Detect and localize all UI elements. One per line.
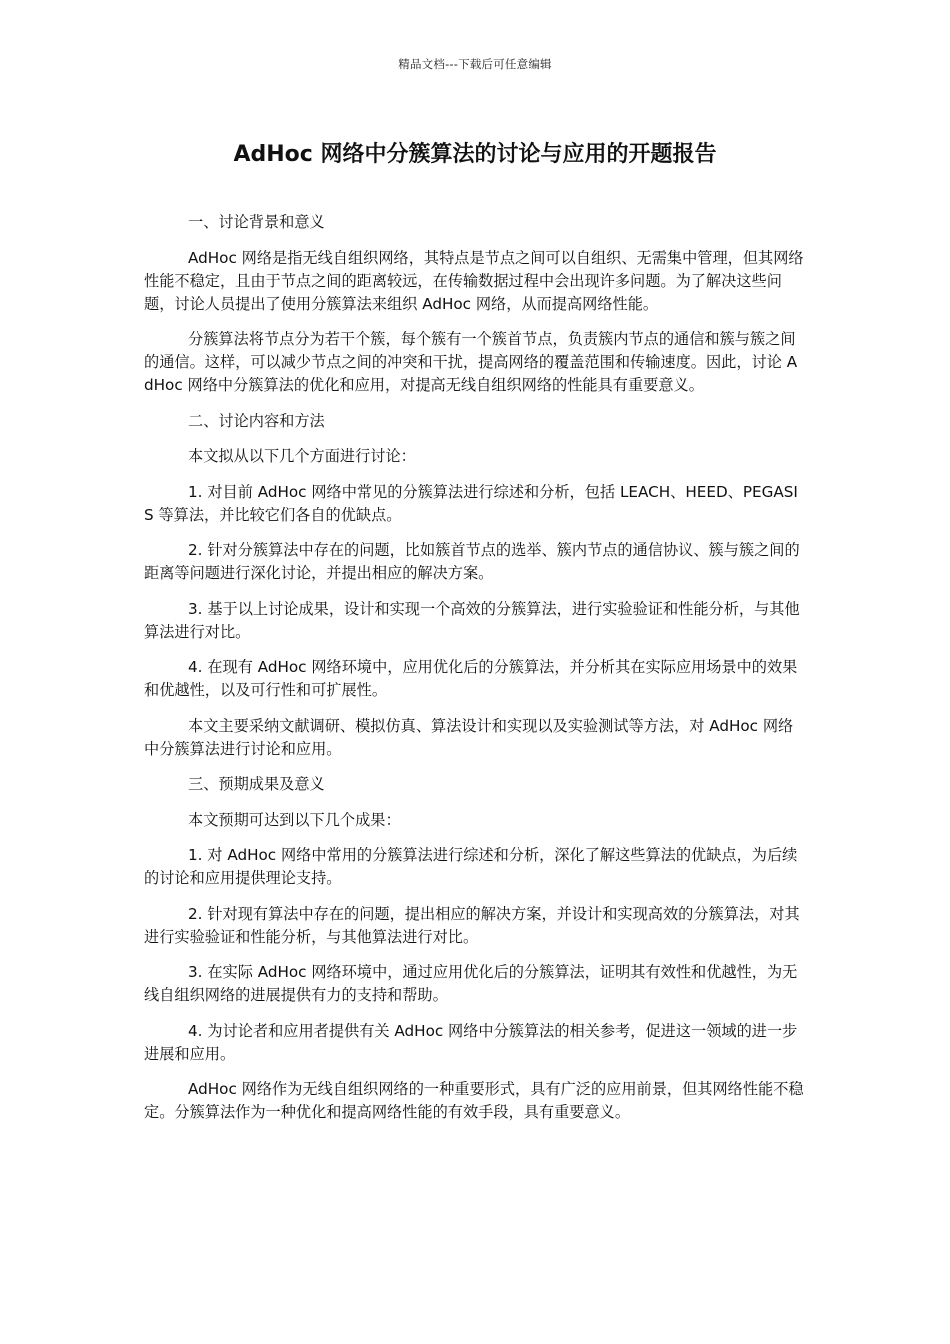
paragraph-adhoc-intro: AdHoc 网络是指无线自组织网络，其特点是节点之间可以自组织、无需集中管理，但其网络性能不稳定，且由于节点之间的距离较远，在传输数据过程中会出现许多问题。为了解决这些问题，讨论人员提出了使用分簇算法来组织 AdHoc 网络，从而提高网络性能。 [144,248,804,313]
paragraph-plan-intro: 本文拟从以下几个方面进行讨论： [188,447,416,465]
paragraph-results-intro: 本文预期可达到以下几个成果： [188,810,401,829]
section-heading-expected-results: 三、预期成果及意义 [188,775,325,793]
list-item-result-3: 3. 在实际 AdHoc 网络环境中，通过应用优化后的分簇算法，证明其有效性和优越性，为无线自组织网络的进展提供有力的支持和帮助。 [144,963,798,1004]
document-body [144,211,806,1137]
paragraph-conclusion: AdHoc 网络作为无线自组织网络的一种重要形式，具有广泛的应用前景，但其网络性能不稳定。分簇算法作为一种优化和提高网络性能的有效手段，具有重要意义。 [144,1080,804,1121]
list-item-result-2: 2. 针对现有算法中存在的问题，提出相应的解决方案，并设计和实现高效的分簇算法，对其进行实验验证和性能分析，与其他算法进行对比。 [144,904,800,946]
document-title: AdHoc 网络中分簇算法的讨论与应用的开题报告 [233,142,717,167]
list-item-result-1: 1. 对 AdHoc 网络中常用的分簇算法进行综述和分析，深化了解这些算法的优缺点，为后续的讨论和应用提供理论支持。 [144,846,798,887]
list-item-result-4: 4. 为讨论者和应用者提供有关 AdHoc 网络中分簇算法的相关参考，促进这一领域的进一步进展和应用。 [144,1021,798,1063]
paragraph-methods: 本文主要采纳文献调研、模拟仿真、算法设计和实现以及实验测试等方法，对 AdHoc 网络中分簇算法进行讨论和应用。 [144,716,794,758]
page-header: 精品文档---下载后可任意编辑 [398,57,552,71]
list-item-plan-3: 3. 基于以上讨论成果，设计和实现一个高效的分簇算法，进行实验验证和性能分析，与其他算法进行对比。 [144,599,800,641]
section-heading-content-method: 二、讨论内容和方法 [188,411,325,430]
list-item-plan-1: 1. 对目前 AdHoc 网络中常见的分簇算法进行综述和分析，包括 LEACH、HEED、PEGASIS 等算法，并比较它们各自的优缺点。 [144,482,798,524]
list-item-plan-2: 2. 针对分簇算法中存在的问题，比如簇首节点的选举、簇内节点的通信协议、簇与簇之间的距离等问题进行深化讨论，并提出相应的解决方案。 [144,541,800,582]
section-heading-background: 一、讨论背景和意义 [188,213,325,231]
list-item-plan-4: 4. 在现有 AdHoc 网络环境中，应用优化后的分簇算法，并分析其在实际应用场景中的效果和优越性，以及可行性和可扩展性。 [144,658,798,699]
paragraph-clustering-intro: 分簇算法将节点分为若干个簇，每个簇有一个簇首节点，负责簇内节点的通信和簇与簇之间的通信。这样，可以减少节点之间的冲突和干扰，提高网络的覆盖范围和传输速度。因此，讨论 AdHoc 网络中分簇算法的优化和应用，对提高无线自组织网络的性能具有重要意义。 [144,330,798,394]
